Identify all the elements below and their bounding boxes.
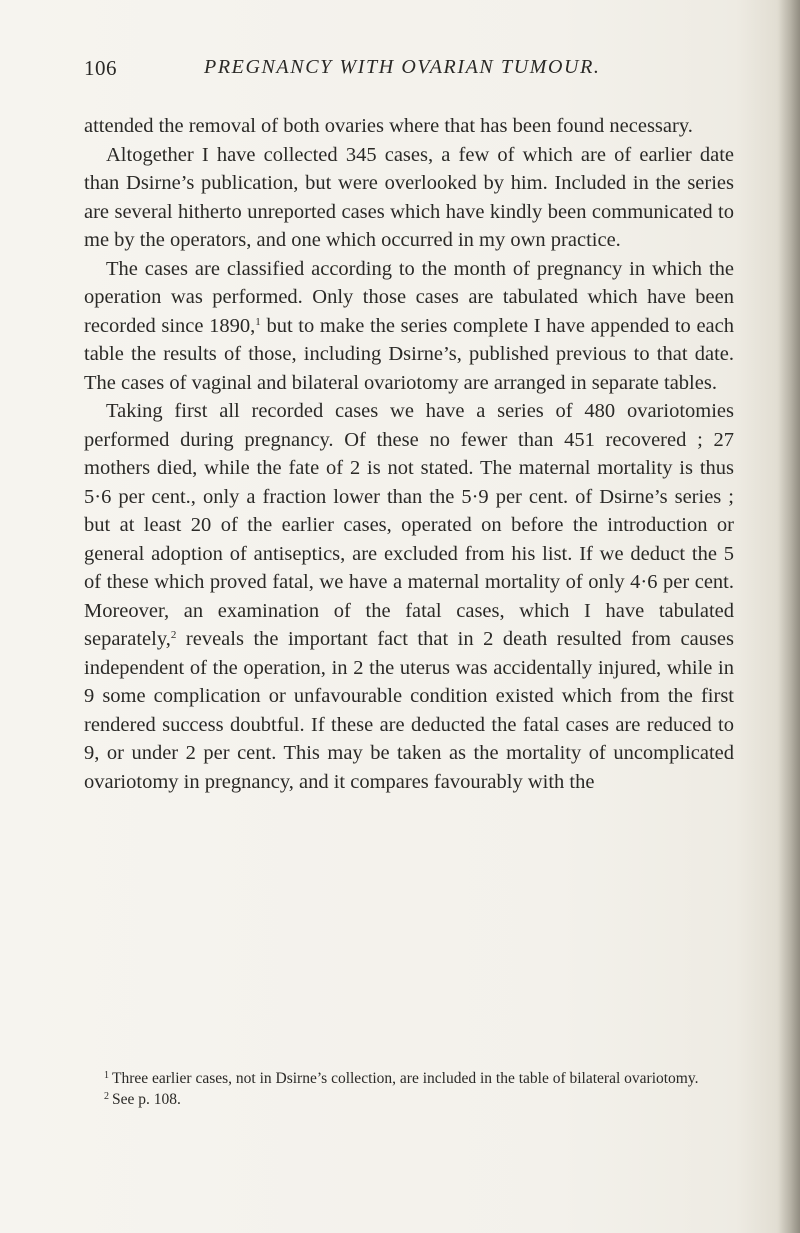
footnote-2: $^2$ See p. 108. xyxy=(104,1091,181,1108)
footnote-mark-1: 1 xyxy=(104,1070,109,1081)
footnote-1: $^1$ Three earlier cases, not in Dsirne’s collection, are included in the table of bilateral ovariotomy. xyxy=(104,1070,699,1087)
page-header xyxy=(84,56,724,86)
page-number: 106 xyxy=(84,56,117,80)
footnote-ref-2[interactable]: 2 xyxy=(170,629,177,641)
page-edge-shadow xyxy=(778,0,800,1233)
running-head: PREGNANCY WITH OVARIAN TUMOUR. xyxy=(204,56,601,78)
paragraph-2: Altogether I have collected 345 cases, a few of which are of earlier date than Dsirne’s publication, but were overlooked by him. Included in the series are several hitherto unreported cases which have kindly been communicated to me by the operators, and one which occurred in my own practice. xyxy=(84,143,734,251)
paragraph-3: The cases are classified according to the month of pregnancy in which the operation was performed. Only those cases are tabulated which have been recorded since 1890,$^1$ but to make the series complete I have appended to each table the results of those, including Dsirne’s, published previous to that date. The cases of vaginal and bilateral ovariotomy are arranged in separate tables. xyxy=(84,257,735,394)
footnotes xyxy=(84,1068,734,1110)
footnote-ref-1[interactable]: 1 xyxy=(255,315,261,328)
footnote-mark-2: 2 xyxy=(104,1091,109,1102)
body-text xyxy=(84,112,734,796)
paragraph-4: Taking first all recorded cases we have a series of 480 ovariotomies performed during pregnancy. Of these no fewer than 451 recovered ; 27 mothers died, while the fate of 2 is not stated. The maternal mortality is thus 5·6 per cent., only a fraction lower than the 5·9 per cent. of Dsirne’s series ; but at least 20 of the earlier cases, operated on before the introduction or general adoption of antiseptics, are excluded from his list. If we deduct the 5 of these which proved fatal, we have a maternal mortality of only 4·6 per cent. Moreover, an examination of the fatal cases, which I have tabulated separately,$^2$ reveals the important fact that in 2 death resulted from causes independent of the operation, in 2 the uterus was accidentally injured, while in 9 some complication or unfavourable condition existed which from the first rendered success doubtful. If these are deducted the fatal cases are reduced to 9, or under 2 per cent. This may be taken as the mortality of uncomplicated ovariotomy in pregnancy, and it compares favourably with the xyxy=(84,400,734,793)
paragraph-1: attended the removal of both ovaries where that has been found necessary. xyxy=(84,115,693,137)
